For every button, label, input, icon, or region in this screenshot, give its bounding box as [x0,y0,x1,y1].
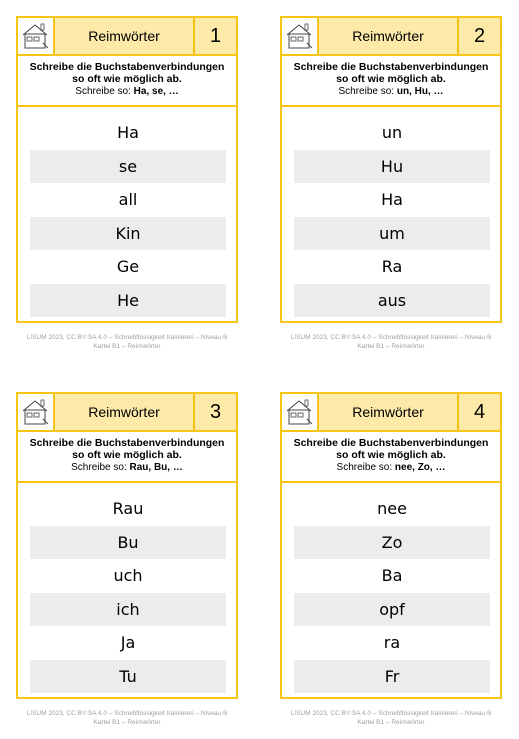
card-title: Reimwörter [319,394,459,430]
instruction-text: Schreibe die Buchstabenverbindungen so oft wie möglich ab. [29,437,225,461]
word-item: Hu [294,150,490,184]
footer-line: LISUM 2023, CC BY-SA 4.0 – Schreibflüssigkeit trainieren – Niveau B [26,334,228,341]
word-item: ra [383,633,401,653]
card-number: 4 [459,394,500,430]
instruction-box [282,432,500,483]
word-item: Kin [30,217,226,251]
card-number: 1 [195,18,236,54]
word-item: opf [294,593,490,627]
example-text: Ha, se, … [133,86,179,97]
word-item: aus [294,284,490,318]
word-item: Tu [30,660,226,694]
card-footer [278,333,504,351]
word-list [30,492,226,693]
school-house-icon [282,18,319,54]
example-prefix: Schreibe so: [75,86,131,97]
word-list [30,116,226,317]
word-item: um [294,217,490,251]
instruction-text: Schreibe die Buchstabenverbindungen so oft wie möglich ab. [29,61,225,85]
footer-line: LISUM 2023, CC BY-SA 4.0 – Schreibflüssigkeit trainieren – Niveau B [26,710,228,717]
card-title: Reimwörter [319,18,459,54]
instruction-box [18,56,236,107]
example-prefix: Schreibe so: [336,462,393,473]
school-house-icon [282,394,319,430]
card-title: Reimwörter [55,18,195,54]
card-title: Reimwörter [55,394,195,430]
footer-line: LISUM 2023, CC BY-SA 4.0 – Schreibflüssigkeit trainieren – Niveau B [290,334,492,341]
card-3 [16,392,238,699]
card-number: 3 [195,394,236,430]
word-item: Ja [120,633,136,653]
word-item: Rau [112,499,144,519]
footer-line: Kartei B1 – Reimwörter [93,719,161,726]
card-header [18,18,236,56]
example-text: un, Hu, … [396,86,444,97]
example-line [282,461,500,474]
word-item: se [30,150,226,184]
example-text: nee, Zo, … [394,462,446,473]
card-footer [278,709,504,727]
word-item: uch [113,566,143,586]
word-list [294,492,490,693]
instruction-box [282,56,500,107]
instruction-text: Schreibe die Buchstabenverbindungen so oft wie möglich ab. [293,61,489,85]
word-item: Ha [381,190,403,210]
example-line [282,85,500,98]
footer-line: Kartei B1 – Reimwörter [93,343,161,350]
word-item: Ha [117,123,139,143]
word-list [294,116,490,317]
word-item: He [30,284,226,318]
example-line [18,461,236,474]
card-footer [14,709,240,727]
footer-line: LISUM 2023, CC BY-SA 4.0 – Schreibflüssigkeit trainieren – Niveau B [290,710,492,717]
word-item: all [118,190,138,210]
example-text: Rau, Bu, … [129,462,183,473]
card-number: 2 [459,18,500,54]
word-item: Ge [116,257,140,277]
card-4 [280,392,502,699]
example-line [18,85,236,98]
card-footer [14,333,240,351]
example-prefix: Schreibe so: [338,86,395,97]
footer-line: Kartei B1 – Reimwörter [357,719,425,726]
card-2 [280,16,502,323]
word-item: un [381,123,403,143]
school-house-icon [18,18,55,54]
card-1 [16,16,238,323]
school-house-icon [18,394,55,430]
word-item: ich [30,593,226,627]
card-header [282,18,500,56]
word-item: Ra [381,257,403,277]
word-item: nee [377,499,407,519]
card-header [282,394,500,432]
example-prefix: Schreibe so: [71,462,127,473]
instruction-box [18,432,236,483]
card-header [18,394,236,432]
word-item: Zo [294,526,490,560]
instruction-text: Schreibe die Buchstabenverbindungen so oft wie möglich ab. [293,437,489,461]
word-item: Bu [30,526,226,560]
word-item: Ba [381,566,403,586]
footer-line: Kartei B1 – Reimwörter [357,343,425,350]
word-item: Fr [294,660,490,694]
